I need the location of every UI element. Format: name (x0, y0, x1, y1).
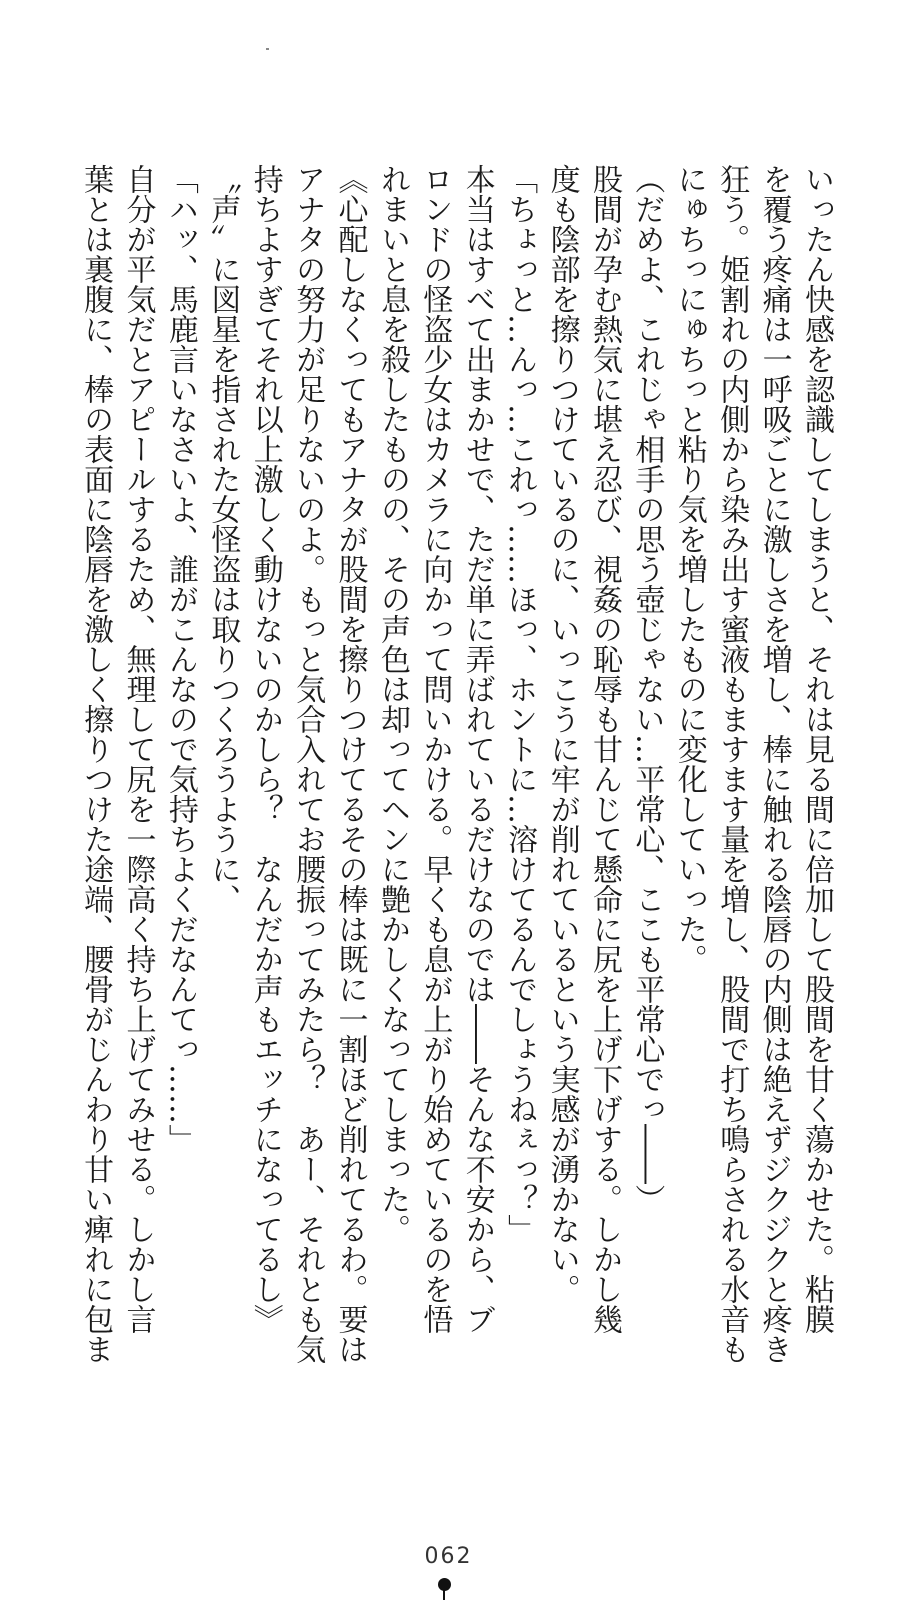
text-line: 股間が孕む熱気に堪え忍び、視姦の恥辱も甘んじて懸命に尻を上げ下げする。しかし幾 (586, 164, 622, 1334)
text-line: 「ちょっと…んっ…これっ……ほっ、ホントに…溶けてるんでしょうねぇっ？」 (502, 164, 538, 1244)
body-text (74, 164, 837, 1364)
text-line: 自分が平気だとアピールするため、無理して尻を一際高く持ち上げてみせる。しかし言 (120, 164, 156, 1334)
text-line: （だめよ、これじゃ相手の思う壺じゃない…平常心、ここも平常心でっ――） (629, 164, 665, 1214)
text-line: 〝声〟に図星を指された女怪盗は取りつくろうように、 (205, 164, 241, 914)
text-line: 狂う。姫割れの内側から染み出す蜜液もますます量を増し、股間で打ち鳴らされる水音も (714, 164, 750, 1364)
page-number: 062 (424, 1544, 473, 1569)
text-line: にゅちっにゅちっと粘り気を増したものに変化していった。 (671, 164, 707, 974)
text-line: 本当はすべて出まかせで、ただ単に弄ばれているだけなのでは――そんな不安から、ブ (459, 164, 495, 1334)
text-line: 「ハッ、馬鹿言いなさいよ、誰がこんなので気持ちよくだなんてっ……」 (162, 164, 198, 1154)
page-marker-stem (443, 1588, 445, 1600)
text-line: 度も陰部を擦りつけているのに、いっこうに牢が削れているという実感が湧かない。 (544, 164, 580, 1304)
text-line: 持ちよすぎてそれ以上激しく動けないのかしら？ なんだか声もエッチになってるし》 (247, 164, 283, 1334)
text-line: を覆う疼痛は一呼吸ごとに激しさを増し、棒に触れる陰唇の内側は絶えずジクジクと疼き (756, 164, 792, 1364)
text-line: 《心配しなくってもアナタが股間を擦りつけてるその棒は既に一割ほど削れてるわ。要は (332, 164, 368, 1364)
text-line: 葉とは裏腹に、棒の表面に陰唇を激しく擦りつけた途端、腰骨がじんわり甘い痺れに包ま (78, 164, 114, 1364)
text-line: アナタの努力が足りないのよ。もっと気合入れてお腰振ってみたら？ あー、それとも気 (290, 164, 326, 1364)
text-line: いったん快感を認識してしまうと、それは見る間に倍加して股間を甘く蕩かせた。粘膜 (799, 164, 834, 1334)
scan-speck (266, 48, 269, 50)
text-line: ロンドの怪盗少女はカメラに向かって問いかける。早くも息が上がり始めているのを悟 (417, 164, 453, 1334)
text-line: れまいと息を殺したものの、その声色は却ってヘンに艶かしくなってしまった。 (374, 164, 410, 1244)
